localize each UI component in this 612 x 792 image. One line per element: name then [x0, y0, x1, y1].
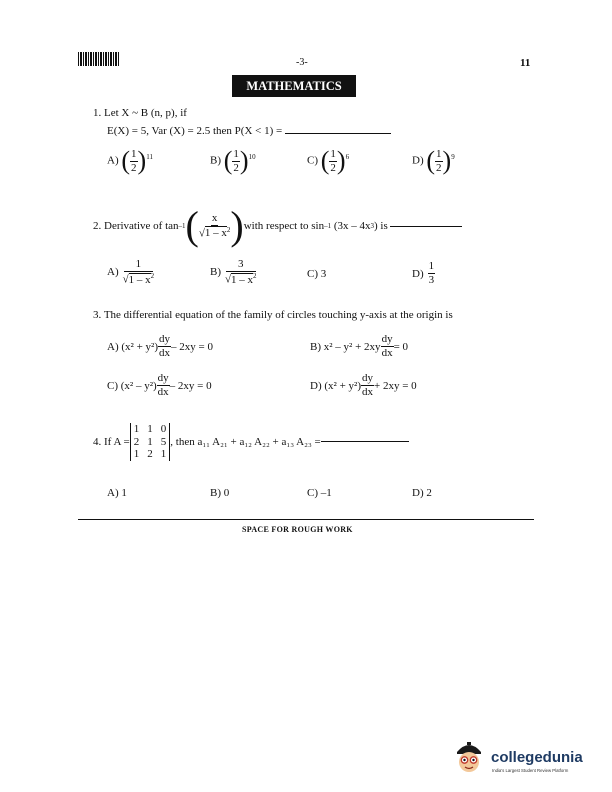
q3-option-c: C) (x² – y²) $\frac{dy}{dx}$ – 2xy = 0: [107, 372, 212, 398]
mascot-icon: [452, 740, 486, 774]
q3-question: 3. The differential equation of the family of circles touching y-axis at the origin is: [93, 309, 453, 321]
brand-name: collegedunia: [491, 749, 583, 766]
q2-option-c: C) 3: [307, 268, 327, 280]
barcode: [78, 52, 120, 66]
q2-option-a: A) $\frac{1}{√1 - x^2}$: [107, 258, 155, 286]
q4-question: 4. If A = 1 1 0 2 1 5 1 2 1 , then a₁₁ A₂₁ + a₁₂ A₂₂ + a₁₃ A₂₃ =: [93, 423, 409, 461]
page-label: -3-: [296, 57, 308, 68]
rough-work-label: SPACE FOR ROUGH WORK: [242, 525, 353, 534]
q4-option-d: D) 2: [412, 487, 432, 499]
q2-option-b: B) $\frac{3}{√1 - x^2}$: [210, 258, 257, 286]
q1-option-b: B) ( $\frac{1}{2}$ )$^{10}$: [210, 146, 256, 175]
q2-option-d: D) $\frac{1}{3}$: [412, 260, 435, 286]
q4-option-a: A) 1: [107, 487, 127, 499]
q3-option-d: D) (x² + y²) $\frac{dy}{dx}$ + 2xy = 0: [310, 372, 417, 398]
brand-tagline: India's Largest Student Review Platform: [492, 768, 569, 773]
q2-question: 2. Derivative of tan –1 ( $\frac{x}{√1 - x^2}$ ) with respect to sin –1 (3x – 4x 3 ) is: [93, 206, 462, 246]
q3-option-a: A) (x² + y²) $\frac{dy}{dx}$ – 2xy = 0: [107, 333, 213, 359]
q4-option-b: B) 0: [210, 487, 230, 499]
q1-option-c: C) ( $\frac{1}{2}$ )$^6$: [307, 146, 350, 175]
matrix-a: 1 1 0 2 1 5 1 2 1: [130, 423, 171, 461]
q1-option-d: D) ( $\frac{1}{2}$ )$^9$: [412, 146, 455, 175]
subject-title: MATHEMATICS: [232, 75, 356, 97]
q3-option-b: B) x² – y² + 2xy $\frac{dy}{dx}$ = 0: [310, 333, 409, 359]
divider: [78, 519, 534, 520]
q1-line2: E(X) = 5, Var (X) = 2.5 then P(X < 1) =: [107, 125, 391, 137]
q1-line1: 1. Let X ~ B (n, p), if: [93, 107, 187, 119]
q1-option-a: A) ( $\frac{1}{2}$ )$^{11}$: [107, 146, 153, 175]
q4-option-c: C) –1: [307, 487, 332, 499]
page-count: 11: [520, 57, 531, 69]
